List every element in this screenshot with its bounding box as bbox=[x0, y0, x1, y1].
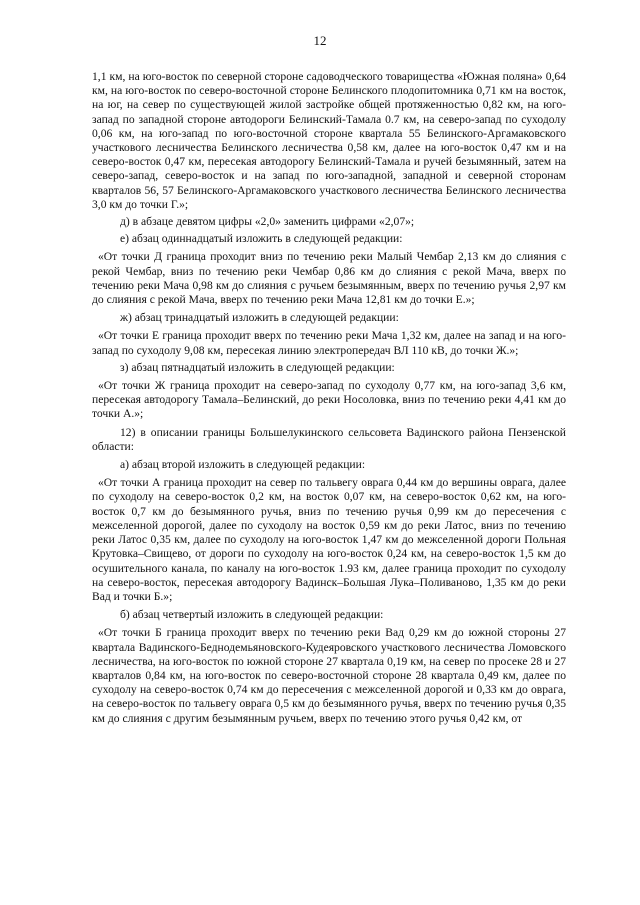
item-b: б) абзац четвертый изложить в следующей редакции: bbox=[120, 608, 384, 622]
quote-point-a: «От точки А граница проходит на север по тальвегу оврага 0,44 км до вершины оврага, далее по суходолу на северо-восток 0,2 км, на восток 0,07 км, на северо-восток 0,62 км, на юго-восток 0,7 км до безымянного ручья, вниз по течению ручья 0,99 км до пересечения с межселенной дорогой, далее по суходолу на восток 0,59 км до реки Латос, вниз по течению реки Латос 0,35 км, далее по суходолу на юго-восток 1,47 км до межселенной дороги Польная Крутовка–Свищево, от дороги по суходолу на юго-восток 0,24 км, на северо-восток 1,5 км до осушительного канала, по каналу на юго-восток 1.93 км, далее граница проходит по суходолу на северо-восток, пересекая автодорогу Вадинск–Большая Лука–Поливаново, 1,35 км до реки Вад и точки Б.»; bbox=[92, 476, 566, 603]
item-zh: ж) абзац тринадцатый изложить в следующей редакции: bbox=[120, 311, 399, 325]
page-number: 12 bbox=[313, 33, 327, 48]
quote-point-zh: «От точки Ж граница проходит на северо-запад по суходолу 0,77 км, на юго-запад 3,6 км, пересекая автодорогу Тамала–Белинский, до реки Носоловка, вниз по течению реки 4,41 км до точки А.»; bbox=[92, 379, 566, 421]
item-z: з) абзац пятнадцатый изложить в следующей редакции: bbox=[120, 360, 395, 374]
paragraph-continuation: 1,1 км, на юго-восток по северной стороне садоводческого товарищества «Южная поляна» 0,64 км, на юго-восток по северо-восточной стороне Белинского плодопитомника 0,71 км на восток, на юг, на север по существующей жилой застройке общей протяженностью 0,82 км, на юго-запад по западной стороне автодороги Белинский-Тамала 0.7 км, на северо-запад по суходолу 0,06 км, на юго-запад по юго-восточной стороне квартала 55 Белинского-Аргамаковского участкового лесничества Белинского лесничества 0,58 км, далее на юго-восток 0,47 км и на северо-восток 0,47 км, пересекая автодорогу Белинский-Тамала и ручей безымянный, затем на северо-запад, северо-восток и на запад по юго-западной, западной и северной сторонам кварталов 56, 57 Белинского-Аргамаковского участкового лесничества Белинского лесничества 3,0 км до точки Г.»; bbox=[92, 70, 566, 211]
quote-point-d: «От точки Д граница проходит вниз по течению реки Малый Чембар 2,13 км до слияния с рекой Чембар, вниз по течению реки Чембар 0,86 км до слияния с рекой Мача, вверх по течению реки Мача 0,98 км до слияния с ручьем безымянным, вверх по течению ручья 2,97 км до слияния с рекой Мача, вверх по течению реки Мача 12,81 км до точки Е.»; bbox=[92, 250, 566, 307]
section-12: 12) в описании границы Большелукинского сельсовета Вадинского района Пензенской области: bbox=[92, 425, 566, 453]
item-d: д) в абзаце девятом цифры «2,0» заменить цифрами «2,07»; bbox=[120, 215, 415, 229]
quote-point-b: «От точки Б граница проходит вверх по течению реки Вад 0,29 км до южной стороны 27 квартала Вадинского-Беднодемьяновского-Кудеяровского участкового лесничества Ломовского лесничества, на юго-восток по южной стороне 27 квартала 0,19 км, на север по просеке 28 и 27 кварталов 0,84 км, на юго-восток по северо-восточной стороне 28 квартала 0,49 км, далее по суходолу на северо-восток 0,74 км до пересечения с межселенной дорогой и 0,33 км до оврага, на северо-восток по тальвегу оврага 0,5 км до безымянного ручья, вверх по течению ручья 0,35 км до слияния с другим безымянным ручьем, вверх по течению этого ручья 0,42 км, от bbox=[92, 626, 566, 725]
item-e: е) абзац одиннадцатый изложить в следующей редакции: bbox=[120, 232, 403, 246]
document-body bbox=[92, 70, 566, 726]
quote-point-e: «От точки Е граница проходит вверх по течению реки Мача 1,32 км, далее на запад и на юго-запад по суходолу 9,08 км, пересекая линию электропередач ВЛ 110 кВ, до точки Ж.»; bbox=[92, 329, 566, 357]
item-a: а) абзац второй изложить в следующей редакции: bbox=[120, 458, 366, 472]
